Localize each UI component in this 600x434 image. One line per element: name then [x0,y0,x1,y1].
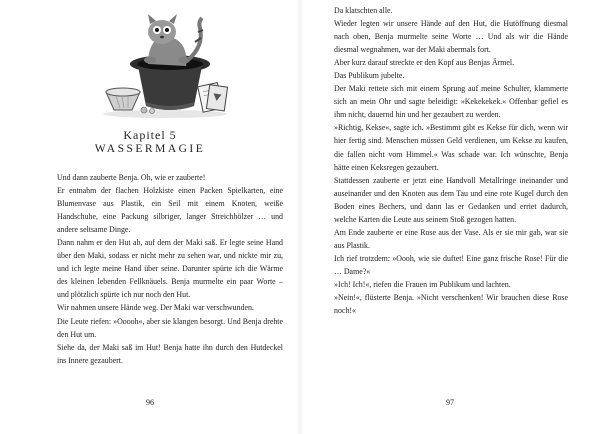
paragraph: Dann nahm er den Hut ab, auf dem der Maki saß. Er legte seine Hand über den Maki, sodass er nicht mehr zu sehen war, und nickte mir zu, und ich legte meine Hand über seine. Darunter spürte ich die Wärme des kleinen lebenden Fellknäuels. Benja murmelte ein paar Worte – und plötzlich spürte ich nur noch den Hut. [57,238,283,300]
illustration-maki-in-top-hat [100,2,230,120]
paragraph: Siehe da, der Maki saß im Hut! Benja hatte ihn durch den Hutdeckel ins Innere gezaubert. [57,342,283,365]
paragraph: Wieder legten wir unsere Hände auf den Hut, die Hutöffnung diesmal nach oben, Benja murmelte seine Worte … Und als wir die Hände diesmal wegnahmen, war der Maki abermals fort. [334,19,568,55]
paragraph: »Nein!«, flüsterte Benja. »Nicht verschenken! Wir brauchen diese Rose noch!« [334,293,568,316]
paragraph: Und dann zauberte Benja. Oh, wie er zauberte! [57,173,206,182]
paragraph: Stattdessen zauberte er jetzt eine Handvoll Metallringe ineinander und auseinander und den Knoten aus dem Tau und eine rote Kugel durch den Boden eines Bechers, und dann las er Gedanken und erriet dadurch, welche Karten die Leute aus seinem Stoß gezogen hatten. [334,175,568,224]
paragraph: »Ich! Ich!«, riefen die Frauen im Publikum und lachten. [334,279,511,289]
paragraph: Aber kurz darauf streckte er den Kopf aus Benjas Ärmel. [334,58,515,68]
paragraph: Am Ende zauberte er eine Rose aus der Vase. Als er sie mir gab, war sie aus Plastik. [334,227,568,250]
paragraph: Ich rief trotzdem: »Oooh, wie sie duftet! Eine ganz frische Rose! Für die … Dame?« [334,253,568,276]
page-number: 96 [146,398,154,407]
left-page-text [57,171,283,367]
chapter-title: WASSERMAGIE [94,143,206,155]
page-number: 97 [446,398,454,407]
paragraph: Der Maki rettete sich mit einem Sprung auf meine Schulter, klammerte sich an mein Ohr und sagte beleidigt: »Kekekekek.« Offenbar gefiel es ihm nicht, dauernd hin und her gezaubert zu werden. [334,84,568,120]
right-page [300,0,600,434]
chapter-label: Kapitel 5 [123,128,177,142]
right-page-text [334,4,568,317]
paragraph: Er entnahm der flachen Holzkiste einen Packen Spielkarten, eine Blumenvase aus Plastik, ein Seil mit einem Knoten, weiße Handschuhe, eine Packung silbriger, langer Streichhölzer … und andere seltsame Dinge. [57,186,283,235]
paragraph: »Richtig, Kekse«, sagte ich. »Bestimmt gibt es Kekse für dich, wenn wir hier fertig sind. Menschen müssen Geld verdienen, um Kekse zu kaufen, die fallen nicht vom Himmel.« Was schade war. Ich wünschte, Benja hätte einen Keksregen gezaubert. [334,123,568,172]
paragraph: Das Publikum jubelte. [334,71,405,81]
paragraph: Da klatschten alle. [334,6,393,15]
paragraph: Wir nahmen unsere Hände weg. Der Maki war verschwunden. [57,303,254,313]
paragraph: Die Leute riefen: »Ooooh«, aber sie klangen besorgt. Und Benja drehte den Hut um. [57,316,283,339]
